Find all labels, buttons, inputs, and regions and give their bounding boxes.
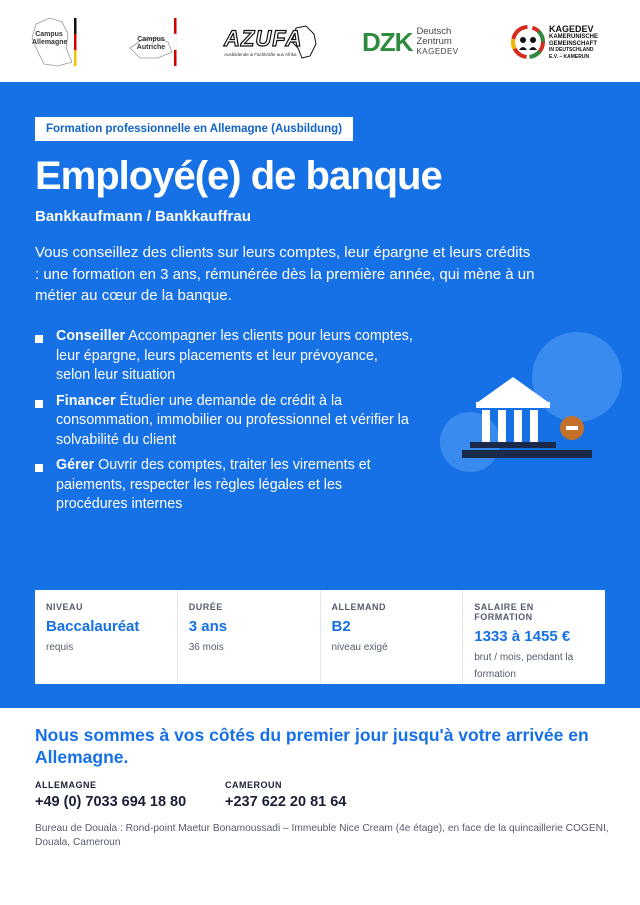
- bullet-square-icon: [35, 464, 43, 472]
- bullet-square-icon: [35, 400, 43, 408]
- stat-value: 3 ans: [188, 618, 228, 635]
- dzk-line-1: Deutsch: [416, 26, 452, 37]
- page-title: Employé(e) de banque: [35, 154, 442, 198]
- stat-value: B2: [331, 618, 351, 635]
- list-item: [35, 392, 415, 451]
- kagedev-sub-2: GEMEINSCHAFT: [549, 40, 597, 47]
- stat-note: requis: [46, 642, 74, 653]
- page-subtitle: Bankkaufmann / Bankkauffrau: [35, 208, 251, 225]
- contact-label: ALLEMAGNE: [35, 780, 97, 790]
- campus-allemagne-logo: [28, 14, 84, 70]
- phone-number[interactable]: +49 (0) 7033 694 18 80: [35, 794, 187, 810]
- dzk-logo: [362, 14, 468, 70]
- list-item: [35, 327, 415, 386]
- kagedev-title: KAGEDEV: [549, 24, 594, 34]
- kagedev-sub-1: KAMERUNISCHE: [549, 34, 599, 40]
- kagedev-emblem-icon: [510, 24, 546, 60]
- contact-cameroon: [225, 780, 346, 810]
- azufa-wordmark: AZUFA: [224, 26, 303, 51]
- kagedev-logo: [510, 14, 612, 70]
- bullet-keyword: Gérer: [56, 457, 95, 473]
- bullet-text: Ouvrir des comptes, traiter les virements et paiements, respecter les règles légales et les procédures internes: [56, 457, 371, 512]
- azufa-tagline: Ausbildende & Fachkräfte aus Afrika: [224, 52, 297, 57]
- bullet-square-icon: [35, 335, 43, 343]
- kagedev-sub-3: IN DEUTSCHLAND: [549, 47, 594, 53]
- dzk-line-3: KAGEDEV: [416, 47, 459, 56]
- stat-note: brut / mois, pendant la formation: [474, 652, 574, 680]
- phone-number[interactable]: +237 622 20 81 64: [225, 794, 347, 810]
- stat-label: NIVEAU: [46, 602, 84, 612]
- stat-value: 1333 à 1455 €: [474, 628, 571, 645]
- stat-note: 36 mois: [188, 642, 224, 653]
- campus-autriche-text: Campus Autriche: [136, 36, 166, 51]
- task-list: [35, 327, 415, 521]
- stat-niveau: [35, 590, 178, 684]
- stat-label: ALLEMAND: [331, 602, 386, 612]
- bullet-keyword: Conseiller: [56, 328, 126, 344]
- dzk-line-2: Zentrum: [416, 36, 452, 47]
- bullet-text: Étudier une demande de crédit à la consommation, immobilier ou professionnel et vérifier la solvabilité du client: [56, 392, 409, 448]
- stat-label: DURÉE: [188, 602, 223, 612]
- stat-salaire: [463, 590, 605, 684]
- stat-duree: [178, 590, 321, 684]
- dzk-mark: DZK: [362, 26, 413, 57]
- stats-card: [35, 590, 605, 684]
- bank-building-icon: [458, 372, 598, 472]
- stat-value: Baccalauréat: [46, 618, 140, 635]
- bullet-text: Accompagner les clients pour leurs comptes, leur épargne, leurs placements et leur prévoyance, selon leur situation: [56, 328, 413, 383]
- stat-label: SALAIRE EN FORMATION: [474, 602, 534, 622]
- list-item: [35, 456, 415, 515]
- partner-logos-bar: [0, 0, 640, 82]
- contact-germany: [35, 780, 186, 810]
- intro-paragraph: Vous conseillez des clients sur leurs comptes, leur épargne et leurs crédits : une formation en 3 ans, rémunérée dès la première année, qui mène à un métier au cœur de la banque.: [35, 244, 535, 304]
- azufa-logo: [222, 14, 320, 70]
- stat-allemand: [321, 590, 464, 684]
- bullet-keyword: Financer: [56, 392, 116, 409]
- campus-allemagne-text: Campus Allemagne: [32, 31, 68, 46]
- program-tag: Formation professionnelle en Allemagne (Ausbildung): [35, 117, 353, 141]
- kagedev-sub-4: E.V. – KAMERUN: [549, 53, 590, 60]
- hero-section: [0, 82, 640, 708]
- office-address: Bureau de Douala : Rond-point Maetur Bonamoussadi – Immeuble Nice Cream (4e étage), en face de la quincaillerie COGENI, Douala, Cameroun: [35, 823, 609, 848]
- stat-note: niveau exigé: [331, 642, 388, 653]
- campus-autriche-logo: [128, 14, 184, 70]
- footer-headline: Nous sommes à vos côtés du premier jour jusqu'à votre arrivée en Allemagne.: [35, 725, 589, 767]
- contact-label: CAMEROUN: [225, 780, 282, 790]
